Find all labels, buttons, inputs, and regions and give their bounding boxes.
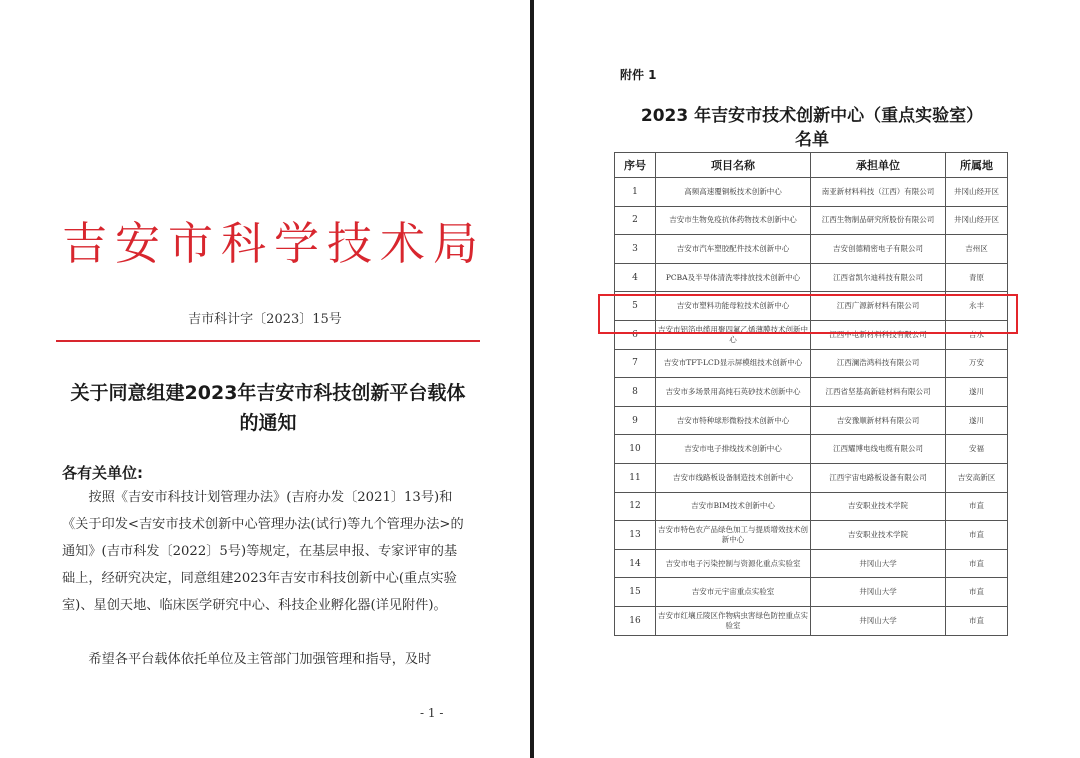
document-number: 吉市科计字〔2023〕15号 (188, 312, 342, 327)
row-location: 井冈山经开区 (946, 178, 1008, 207)
row-location: 吉州区 (946, 235, 1008, 264)
row-organization: 井冈山大学 (811, 606, 946, 635)
row-project-name: 吉安市多场景用高纯石英砂技术创新中心 (656, 378, 811, 407)
table-row (615, 435, 1008, 464)
row-location: 安福 (946, 435, 1008, 464)
row-organization: 江西广源新材料有限公司 (811, 292, 946, 321)
row-organization: 江西澜浩鸿科技有限公司 (811, 349, 946, 378)
table-row (615, 406, 1008, 435)
row-organization: 吉安豫顺新材料有限公司 (811, 406, 946, 435)
row-organization: 吉安职业技术学院 (811, 521, 946, 550)
row-project-name: 吉安市汽车塑胶配件技术创新中心 (656, 235, 811, 264)
row-organization: 吉安创德精密电子有限公司 (811, 235, 946, 264)
row-project-name: 吉安市塑料功能母粒技术创新中心 (656, 292, 811, 321)
table-row (615, 463, 1008, 492)
row-index: 5 (615, 292, 656, 321)
row-organization: 井冈山大学 (811, 549, 946, 578)
row-organization: 江西耀博电线电缆有限公司 (811, 435, 946, 464)
row-project-name: 吉安市BIM技术创新中心 (656, 492, 811, 521)
row-index: 6 (615, 320, 656, 349)
row-index: 2 (615, 206, 656, 235)
table-row (615, 178, 1008, 207)
table-header-row (615, 153, 1008, 178)
row-project-name: 吉安市特色农产品绿色加工与提质增效技术创新中心 (656, 521, 811, 550)
row-location: 市直 (946, 549, 1008, 578)
left-document-page (0, 0, 530, 758)
row-location: 吉安高新区 (946, 463, 1008, 492)
row-location: 市直 (946, 521, 1008, 550)
row-location: 遂川 (946, 378, 1008, 407)
row-location: 市直 (946, 606, 1008, 635)
row-location: 井冈山经开区 (946, 206, 1008, 235)
table-row (615, 349, 1008, 378)
row-organization: 江西生物制品研究所股份有限公司 (811, 206, 946, 235)
letterhead-red-rule (56, 340, 480, 342)
row-location: 青原 (946, 263, 1008, 292)
row-index: 11 (615, 463, 656, 492)
row-index: 9 (615, 406, 656, 435)
header-index: 序号 (615, 153, 656, 178)
table-row (615, 378, 1008, 407)
table-row (615, 235, 1008, 264)
row-project-name: 吉安市铝箔电缆用聚四氟乙烯薄膜技术创新中心 (656, 320, 811, 349)
row-project-name: 高频高速覆铜板技术创新中心 (656, 178, 811, 207)
table-row (615, 492, 1008, 521)
row-index: 13 (615, 521, 656, 550)
header-project: 项目名称 (656, 153, 811, 178)
body-paragraph-1: 按照《吉安市科技计划管理办法》(吉府办发〔2021〕13号)和《关于印发<吉安市技术创新中心管理办法(试行)等九个管理办法>的通知》(吉市科发〔2022〕5号)等规定，在基层申报、专家评审的基础上，经研究决定，同意组建2023年吉安市科技创新中心(重点实验室)、星创天地、临床医学研究中心、科技企业孵化器(详见附件)。 (62, 490, 464, 613)
header-location: 所属地 (946, 153, 1008, 178)
row-index: 14 (615, 549, 656, 578)
body-paragraph-2: 希望各平台载体依托单位及主管部门加强管理和指导，及时 (88, 652, 432, 667)
table-row (615, 263, 1008, 292)
row-organization: 江西省凯尔迪科技有限公司 (811, 263, 946, 292)
list-title (612, 104, 1012, 152)
header-organization: 承担单位 (811, 153, 946, 178)
row-index: 12 (615, 492, 656, 521)
row-project-name: 吉安市元宇宙重点实验室 (656, 578, 811, 607)
row-index: 16 (615, 606, 656, 635)
row-project-name: PCBA及半导体清洗零排放技术创新中心 (656, 263, 811, 292)
row-location: 遂川 (946, 406, 1008, 435)
row-index: 15 (615, 578, 656, 607)
row-project-name: 吉安市电子排线技术创新中心 (656, 435, 811, 464)
row-organization: 南亚新材料科技（江西）有限公司 (811, 178, 946, 207)
salutation: 各有关单位: (62, 464, 143, 482)
row-organization: 江西中电新材料科技有限公司 (811, 320, 946, 349)
row-project-name: 吉安市红壤丘陵区作物病虫害绿色防控重点实验室 (656, 606, 811, 635)
row-organization: 江西省坚基高新硅材料有限公司 (811, 378, 946, 407)
row-organization: 井冈山大学 (811, 578, 946, 607)
row-project-name: 吉安市TFT-LCD显示屏模组技术创新中心 (656, 349, 811, 378)
agency-letterhead: 吉安市科学技术局 (62, 217, 487, 270)
row-index: 1 (615, 178, 656, 207)
table-row (615, 521, 1008, 550)
row-location: 吉水 (946, 320, 1008, 349)
row-project-name: 吉安市生物免疫抗体药物技术创新中心 (656, 206, 811, 235)
row-organization: 吉安职业技术学院 (811, 492, 946, 521)
notice-title-line1: 关于同意组建2023年吉安市科技创新平台载体 (70, 382, 466, 404)
row-project-name: 吉安市线路板设备制造技术创新中心 (656, 463, 811, 492)
list-title-line2: 名单 (795, 130, 829, 150)
row-index: 10 (615, 435, 656, 464)
table-row (615, 606, 1008, 635)
row-index: 3 (615, 235, 656, 264)
list-title-line1: 2023 年吉安市技术创新中心（重点实验室） (640, 106, 984, 126)
row-location: 市直 (946, 578, 1008, 607)
table-row (615, 549, 1008, 578)
row-organization: 江西宇宙电路板设备有限公司 (811, 463, 946, 492)
page-number: - 1 - (420, 706, 444, 720)
row-index: 7 (615, 349, 656, 378)
row-project-name: 吉安市电子污染控制与资源化重点实验室 (656, 549, 811, 578)
center-list-table (614, 152, 1008, 636)
row-location: 市直 (946, 492, 1008, 521)
table-row (615, 578, 1008, 607)
row-index: 4 (615, 263, 656, 292)
notice-title-line2: 的通知 (239, 412, 297, 434)
right-document-page (534, 0, 1080, 758)
row-project-name: 吉安市特种球形微粉技术创新中心 (656, 406, 811, 435)
highlight-box-row-5 (598, 294, 1018, 334)
row-location: 永丰 (946, 292, 1008, 321)
table-row (615, 206, 1008, 235)
row-location: 万安 (946, 349, 1008, 378)
row-index: 8 (615, 378, 656, 407)
attachment-label: 附件 1 (620, 68, 657, 82)
notice-title (56, 378, 480, 438)
